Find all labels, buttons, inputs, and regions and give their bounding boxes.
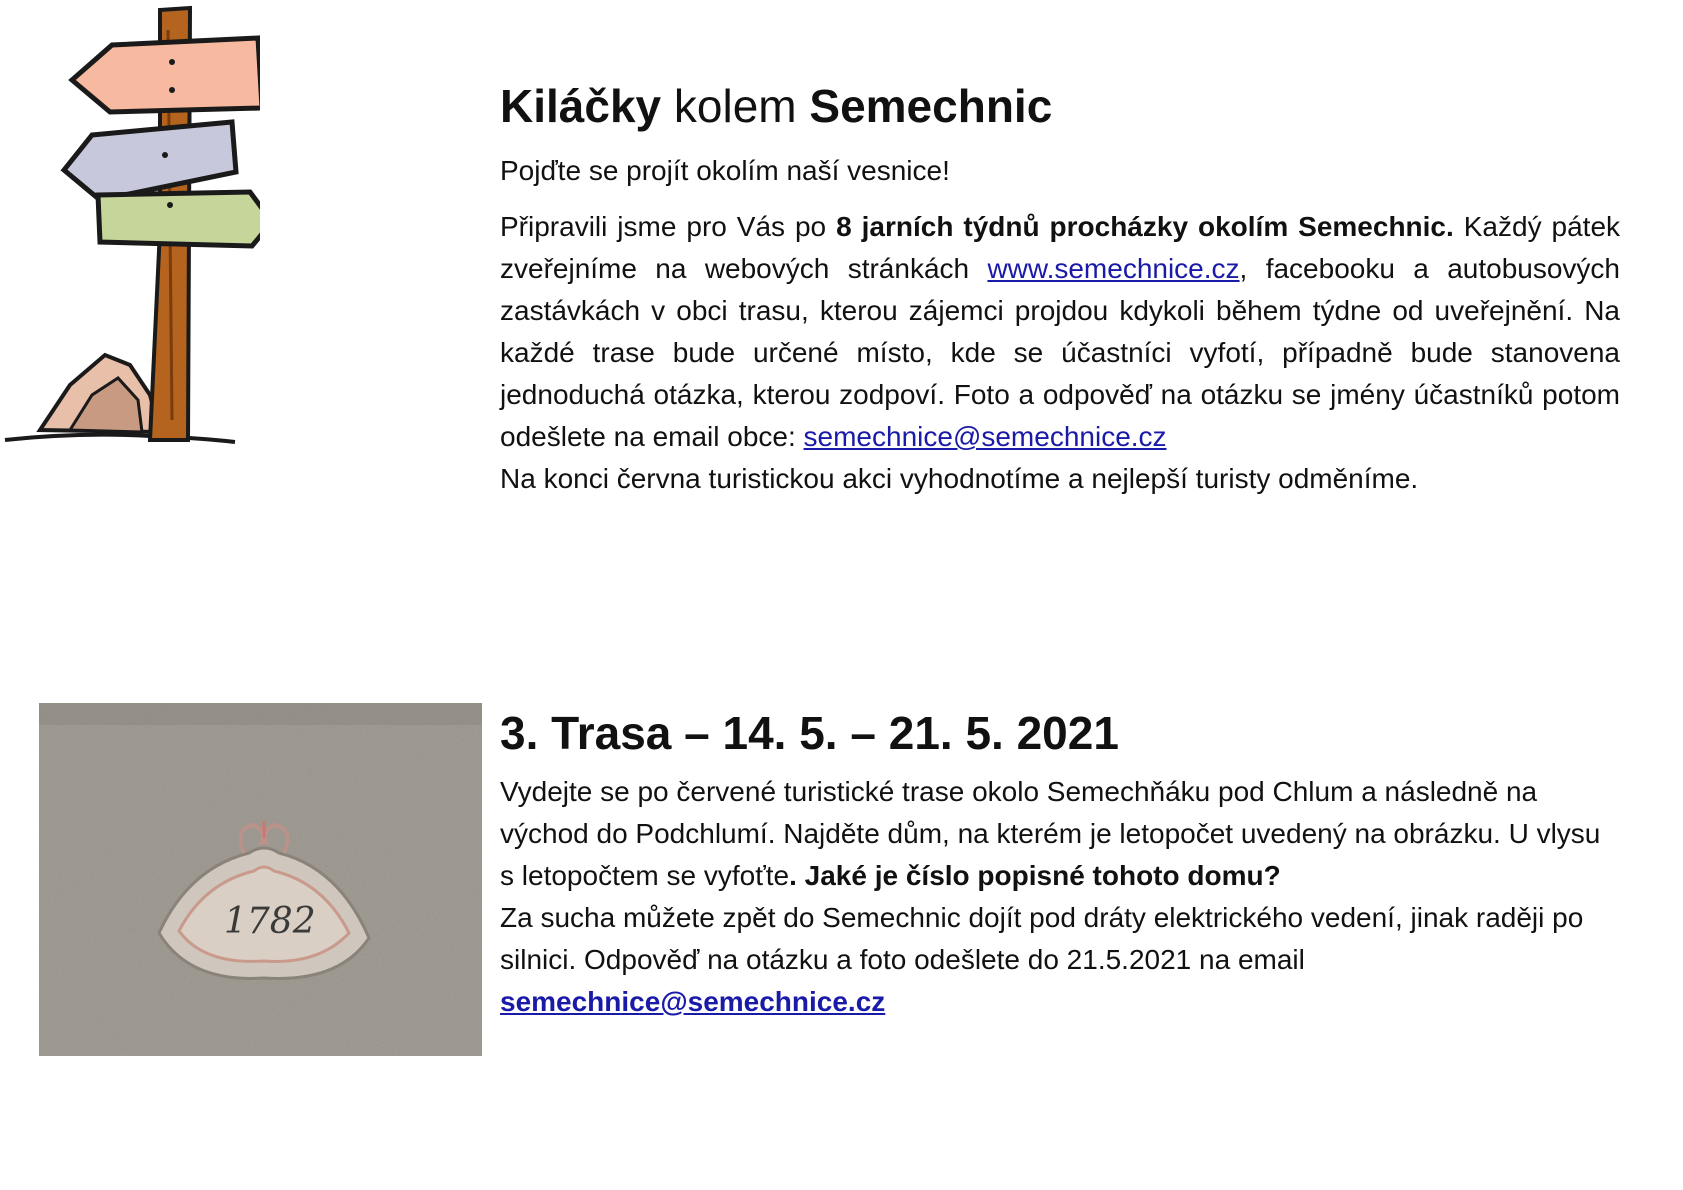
title-word-semechnic: Semechnic xyxy=(809,80,1053,132)
intro-section xyxy=(500,78,1620,500)
title-word-kolem: kolem xyxy=(661,80,810,132)
route-title: 3. Trasa – 14. 5. – 21. 5. 2021 xyxy=(500,707,1119,759)
route-paragraph: Vydejte se po červené turistické trase okolo Semechňáku pod Chlum a následně na východ do Podchlumí. Najděte dům, na kterém je letopočet uvedený na obrázku. U vlysu s letopočtem se vyfoťte. Jaké je číslo popisné tohoto domu? Za sucha můžete zpět do Semechnic dojít pod dráty elektrického vedení, jinak raději po silnici. Odpověď na otázku a foto odešlete do 21.5.2021 na email semechnice@semechnice.cz xyxy=(500,776,1601,1017)
inscription-text: 1782 xyxy=(224,901,316,942)
intro-lead: Pojďte se projít okolím naší vesnice! xyxy=(500,155,950,186)
title-word-kilacky: Kiláčky xyxy=(500,80,662,132)
intro-paragraph: Připravili jsme pro Vás po 8 jarních týdnů procházky okolím Semechnic. Každý pátek zveřejníme na webových stránkách www.semechnice.cz, facebooku a autobusových zastávkách v obci trasu, kterou zájemci projdou kdykoli během týdne od uveřejnění. Na každé trase bude určené místo, kde se účastníci vyfotí, případně bude stanovena jednoduchá otázka, kterou zodpoví. Foto a odpověď na otázku se jmény účastníků potom odešlete na email obce: semechnice@semechnice.cz xyxy=(500,211,1621,452)
email-link[interactable]: semechnice@semechnice.cz xyxy=(803,421,1167,452)
intro-title xyxy=(500,78,1620,134)
website-link[interactable]: www.semechnice.cz xyxy=(987,253,1240,284)
route-email-link[interactable]: semechnice@semechnice.cz xyxy=(500,986,886,1017)
intro-closing: Na konci června turistickou akci vyhodnotíme a nejlepší turisty odměníme. xyxy=(500,463,1419,494)
signpost-illustration xyxy=(0,0,260,455)
route-section xyxy=(500,705,1620,1023)
stone-frieze-photo xyxy=(39,703,482,1056)
